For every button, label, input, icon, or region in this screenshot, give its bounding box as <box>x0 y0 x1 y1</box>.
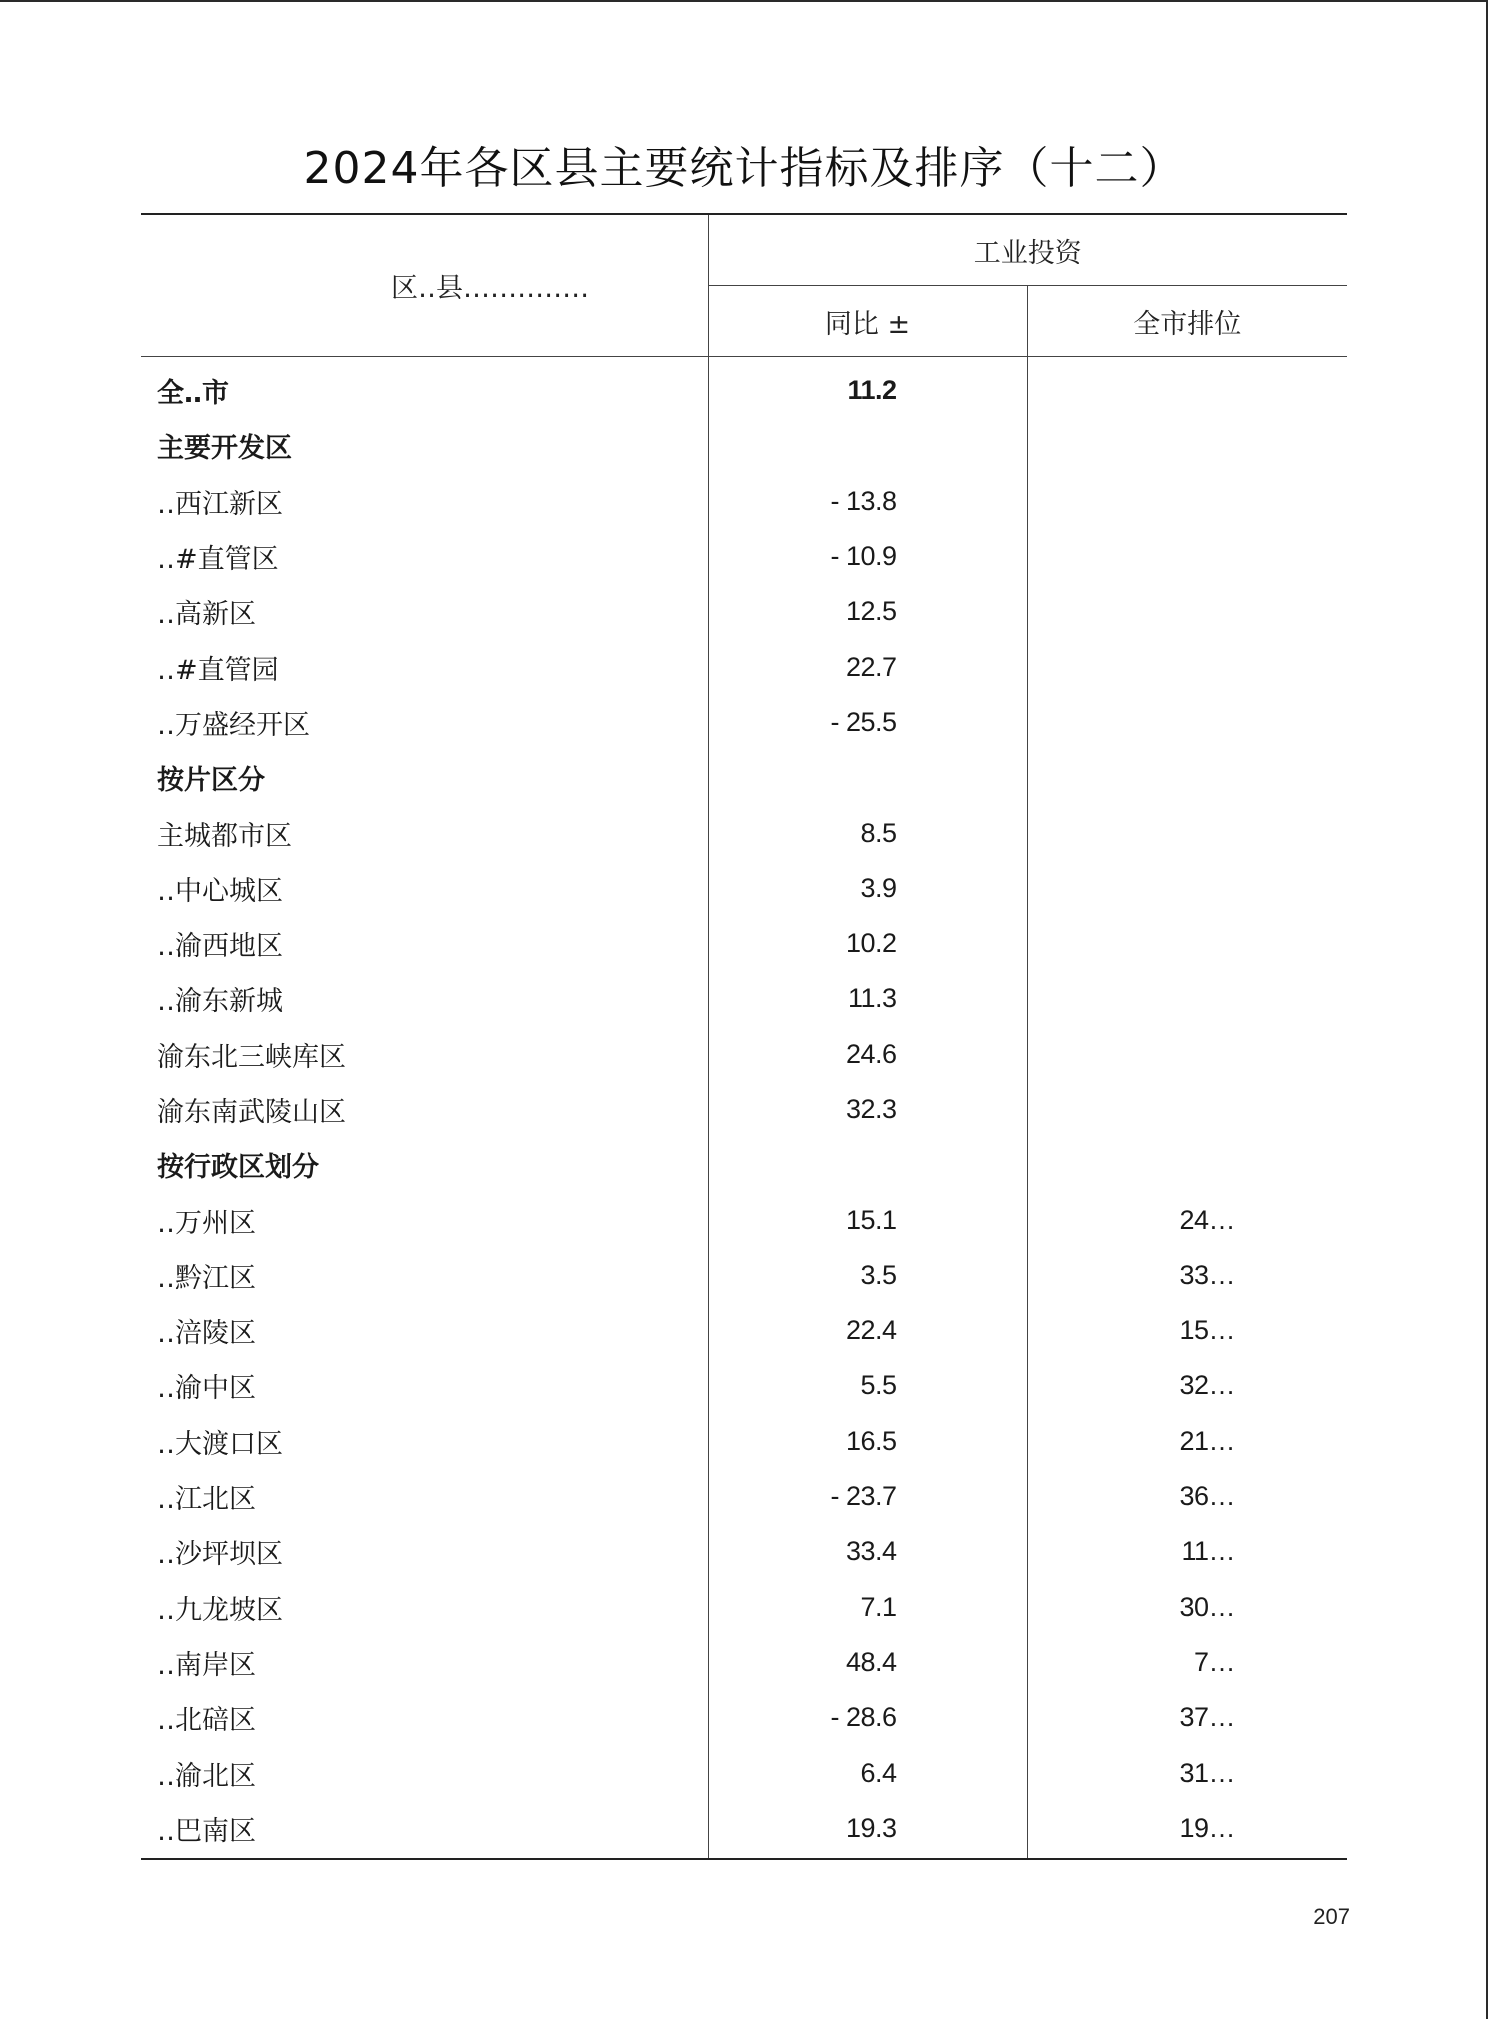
row-city-rank <box>1027 474 1347 529</box>
row-city-rank <box>1027 1137 1347 1192</box>
row-yoy-value: 3.9 <box>708 861 1027 916</box>
row-district-name: 渝东北三峡库区 <box>141 1027 708 1082</box>
row-yoy-value: 11.3 <box>708 971 1027 1026</box>
row-yoy-value: 22.7 <box>708 639 1027 694</box>
row-district-name: 渝东南武陵山区 <box>141 1082 708 1137</box>
table-row <box>141 1690 1347 1745</box>
row-yoy-value: 16.5 <box>708 1414 1027 1469</box>
row-city-rank: 11… <box>1181 1536 1235 1567</box>
table-row <box>141 474 1347 529</box>
row-yoy-value: 7.1 <box>708 1580 1027 1635</box>
row-district-name: ‥万盛经开区 <box>141 695 708 750</box>
row-city-rank <box>1027 971 1347 1026</box>
row-yoy-value: 10.2 <box>708 916 1027 971</box>
row-city-rank <box>1027 584 1347 639</box>
row-yoy-value: - 10.9 <box>708 529 1027 584</box>
table-row <box>141 916 1347 971</box>
table-row <box>141 584 1347 639</box>
row-district-name: ‥江北区 <box>141 1469 708 1524</box>
row-yoy-value <box>708 1137 1027 1192</box>
row-yoy-value: 8.5 <box>708 805 1027 860</box>
row-yoy-value: 22.4 <box>708 1303 1027 1358</box>
row-city-rank: 15… <box>1179 1315 1235 1346</box>
row-district-name: 全‥市 <box>141 357 708 419</box>
table-row <box>141 971 1347 1026</box>
row-city-rank <box>1027 750 1347 805</box>
row-district-name: ‥#直管区 <box>141 529 708 584</box>
table-row <box>141 1580 1347 1635</box>
table-row <box>141 1469 1347 1524</box>
row-city-rank <box>1027 357 1347 419</box>
statistics-table-container <box>141 213 1347 1860</box>
table-row <box>141 1801 1347 1859</box>
row-district-name: ‥渝中区 <box>141 1358 708 1413</box>
table-row <box>141 418 1347 473</box>
row-district-name: ‥高新区 <box>141 584 708 639</box>
header-yoy: 同比 ± <box>708 286 1027 357</box>
row-city-rank: 24… <box>1179 1204 1235 1235</box>
table-row <box>141 357 1347 419</box>
row-district-name: 主要开发区 <box>141 418 708 473</box>
row-yoy-value: - 28.6 <box>708 1690 1027 1745</box>
row-district-name: ‥黔江区 <box>141 1248 708 1303</box>
row-yoy-value: 19.3 <box>708 1801 1027 1859</box>
page-top-border <box>0 0 1488 2</box>
table-row <box>141 750 1347 805</box>
row-city-rank <box>1027 1027 1347 1082</box>
row-district-name: ‥渝东新城 <box>141 971 708 1026</box>
table-row <box>141 1303 1347 1358</box>
row-yoy-value: 33.4 <box>708 1524 1027 1579</box>
row-city-rank <box>1027 916 1347 971</box>
row-city-rank: 19… <box>1179 1812 1235 1843</box>
row-yoy-value: 6.4 <box>708 1745 1027 1800</box>
row-city-rank <box>1027 1082 1347 1137</box>
row-city-rank: 7… <box>1193 1646 1235 1677</box>
table-row <box>141 1745 1347 1800</box>
table-row <box>141 1635 1347 1690</box>
row-yoy-value <box>708 418 1027 473</box>
row-yoy-value: - 23.7 <box>708 1469 1027 1524</box>
row-yoy-value: 3.5 <box>708 1248 1027 1303</box>
row-yoy-value: 24.6 <box>708 1027 1027 1082</box>
row-city-rank <box>1027 418 1347 473</box>
row-city-rank: 32… <box>1179 1370 1235 1401</box>
statistics-table <box>141 213 1347 1860</box>
row-yoy-value: - 25.5 <box>708 695 1027 750</box>
row-yoy-value: 12.5 <box>708 584 1027 639</box>
table-row <box>141 1358 1347 1413</box>
table-row <box>141 1082 1347 1137</box>
table-row <box>141 695 1347 750</box>
table-header <box>141 214 1347 357</box>
row-yoy-value <box>708 750 1027 805</box>
row-district-name: ‥西江新区 <box>141 474 708 529</box>
row-city-rank <box>1027 861 1347 916</box>
table-row <box>141 529 1347 584</box>
row-yoy-value: 32.3 <box>708 1082 1027 1137</box>
header-city-rank: 全市排位 <box>1027 286 1347 357</box>
page-number: 207 <box>1313 1904 1350 1929</box>
row-city-rank <box>1027 695 1347 750</box>
table-row <box>141 1414 1347 1469</box>
row-city-rank: 33… <box>1179 1259 1235 1290</box>
table-row <box>141 1027 1347 1082</box>
row-district-name: ‥沙坪坝区 <box>141 1524 708 1579</box>
table-row <box>141 805 1347 860</box>
row-district-name: ‥万州区 <box>141 1192 708 1247</box>
row-yoy-value: 11.2 <box>708 357 1027 419</box>
row-district-name: ‥北碚区 <box>141 1690 708 1745</box>
table-row <box>141 1192 1347 1247</box>
table-row <box>141 1137 1347 1192</box>
row-city-rank: 31… <box>1179 1757 1235 1788</box>
row-city-rank: 30… <box>1179 1591 1235 1622</box>
row-city-rank <box>1027 529 1347 584</box>
table-body <box>141 357 1347 1860</box>
row-district-name: 主城都市区 <box>141 805 708 860</box>
table-row <box>141 1248 1347 1303</box>
row-district-name: ‥大渡口区 <box>141 1414 708 1469</box>
row-district-name: ‥涪陵区 <box>141 1303 708 1358</box>
row-yoy-value: 5.5 <box>708 1358 1027 1413</box>
table-row <box>141 861 1347 916</box>
row-district-name: ‥九龙坡区 <box>141 1580 708 1635</box>
row-district-name: 按行政区划分 <box>141 1137 708 1192</box>
row-yoy-value: - 13.8 <box>708 474 1027 529</box>
table-row <box>141 1524 1347 1579</box>
row-yoy-value: 15.1 <box>708 1192 1027 1247</box>
row-city-rank <box>1027 639 1347 694</box>
row-district-name: ‥巴南区 <box>141 1801 708 1859</box>
row-district-name: ‥#直管园 <box>141 639 708 694</box>
row-district-name: ‥渝北区 <box>141 1745 708 1800</box>
row-district-name: ‥中心城区 <box>141 861 708 916</box>
row-city-rank: 21… <box>1179 1425 1235 1456</box>
header-district: 区‥县‥‥‥‥‥‥‥ <box>141 214 708 357</box>
table-row <box>141 639 1347 694</box>
row-city-rank: 36… <box>1179 1481 1235 1512</box>
row-district-name: ‥南岸区 <box>141 1635 708 1690</box>
page-title: 2024年各区县主要统计指标及排序（十二） <box>303 143 1185 194</box>
header-industrial-investment: 工业投资 <box>708 214 1347 286</box>
row-district-name: ‥渝西地区 <box>141 916 708 971</box>
row-city-rank <box>1027 805 1347 860</box>
row-yoy-value: 48.4 <box>708 1635 1027 1690</box>
row-district-name: 按片区分 <box>141 750 708 805</box>
row-city-rank: 37… <box>1179 1702 1235 1733</box>
